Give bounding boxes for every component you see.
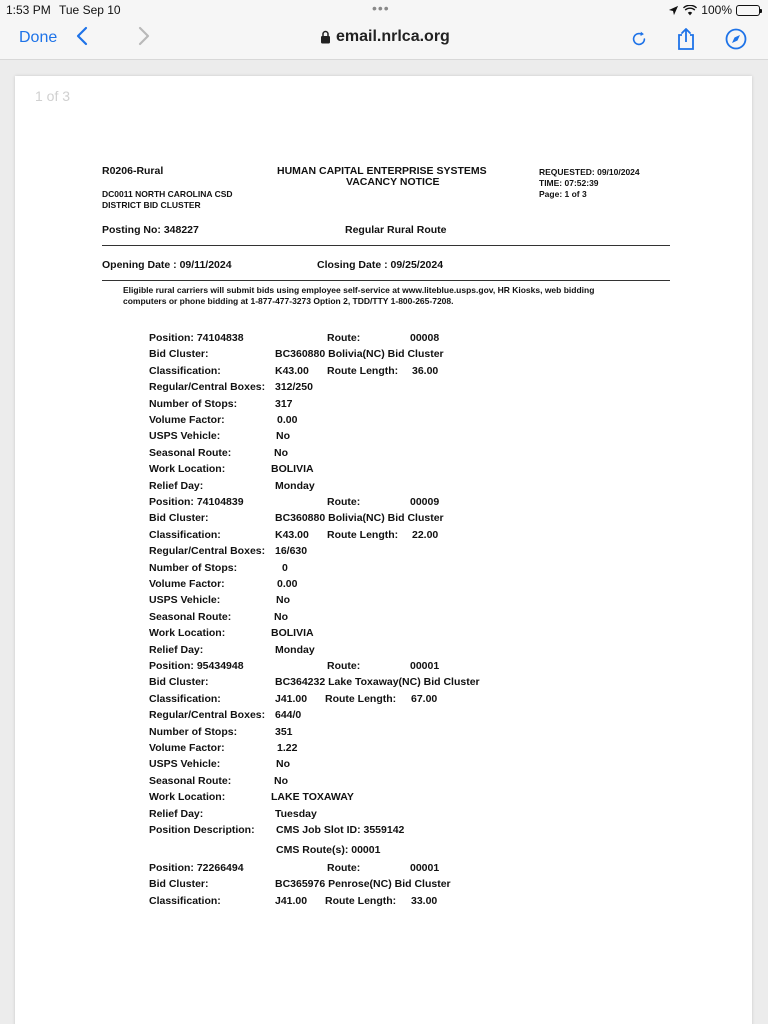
position-record <box>149 496 569 660</box>
boxes-value: 312/250 <box>275 381 313 394</box>
work-location-label: Work Location: <box>149 463 226 476</box>
vehicle-value: No <box>276 430 290 443</box>
stops-label: Number of Stops: <box>149 397 238 410</box>
location-arrow-icon <box>668 5 679 16</box>
vehicle-label: USPS Vehicle: <box>149 758 221 771</box>
bid-cluster-label: Bid Cluster: <box>149 512 209 525</box>
volume-value: 0.00 <box>277 577 298 590</box>
closing-date: Closing Date : 09/25/2024 <box>317 259 444 271</box>
work-location-label: Work Location: <box>149 791 226 804</box>
position-number: Position: 74104838 <box>149 332 244 344</box>
position-number: Position: 72266494 <box>149 862 244 874</box>
route-length-value: 33.00 <box>411 894 438 907</box>
vehicle-value: No <box>276 758 290 771</box>
volume-label: Volume Factor: <box>149 741 225 754</box>
requested-time: TIME: 07:52:39 <box>539 178 599 188</box>
classification-value: J41.00 <box>275 692 308 705</box>
boxes-label: Regular/Central Boxes: <box>149 545 266 558</box>
route-length-label: Route Length: <box>327 528 399 541</box>
relief-day-label: Relief Day: <box>149 643 204 656</box>
relief-day-value: Monday <box>275 643 315 656</box>
battery-percent: 100% <box>701 3 732 17</box>
notice-title: VACANCY NOTICE <box>346 176 440 188</box>
position-record <box>149 862 569 911</box>
requested-date: REQUESTED: 09/10/2024 <box>539 167 640 177</box>
route-length-label: Route Length: <box>325 692 397 705</box>
bid-cluster-value: BC360880 Bolivia(NC) Bid Cluster <box>275 512 444 525</box>
opening-date: Opening Date : 09/11/2024 <box>102 259 232 271</box>
boxes-label: Regular/Central Boxes: <box>149 381 266 394</box>
page-number: Page: 1 of 3 <box>539 189 587 199</box>
route-number: 00001 <box>410 660 440 672</box>
divider <box>102 280 670 281</box>
bid-cluster-value: BC364232 Lake Toxaway(NC) Bid Cluster <box>275 676 480 689</box>
lock-icon <box>320 30 331 44</box>
bid-cluster-label: Bid Cluster: <box>149 676 209 689</box>
battery-icon <box>736 5 760 16</box>
route-length-label: Route Length: <box>327 364 399 377</box>
boxes-value: 16/630 <box>275 545 308 558</box>
page-indicator: 1 of 3 <box>35 88 71 104</box>
notice-text-line2: computers or phone bidding at 1-877-477-3273 Option 2, TDD/TTY 1-800-265-7208. <box>123 296 454 306</box>
notice-text-line1: Eligible rural carriers will submit bids using employee self-service at www.liteblue.usps.gov, HR Kiosks, web bidding <box>123 285 595 295</box>
route-number: 00009 <box>410 496 440 508</box>
route-length-value: 67.00 <box>411 692 438 705</box>
classification-label: Classification: <box>149 528 221 541</box>
route-length-value: 36.00 <box>412 364 439 377</box>
route-number: 00001 <box>410 862 440 874</box>
status-time: 1:53 PM <box>6 3 51 17</box>
agency-title: HUMAN CAPITAL ENTERPRISE SYSTEMS <box>277 165 487 177</box>
relief-day-label: Relief Day: <box>149 479 204 492</box>
district-name: DC0011 NORTH CAROLINA CSD <box>102 189 233 199</box>
route-label: Route: <box>327 660 361 672</box>
stops-label: Number of Stops: <box>149 725 238 738</box>
seasonal-value: No <box>274 610 288 623</box>
route-type: Regular Rural Route <box>345 224 447 236</box>
status-date: Tue Sep 10 <box>59 3 121 17</box>
posting-number: Posting No: 348227 <box>102 224 199 236</box>
route-label: Route: <box>327 496 361 508</box>
stops-value: 351 <box>275 725 293 738</box>
form-code: R0206-Rural <box>102 165 164 177</box>
seasonal-label: Seasonal Route: <box>149 446 232 459</box>
vehicle-label: USPS Vehicle: <box>149 594 221 607</box>
chevron-right-icon[interactable] <box>138 26 150 50</box>
classification-label: Classification: <box>149 364 221 377</box>
bid-cluster-label: Bid Cluster: <box>149 878 209 891</box>
position-number: Position: 95434948 <box>149 660 244 672</box>
seasonal-value: No <box>274 774 288 787</box>
bid-cluster-value: BC360880 Bolivia(NC) Bid Cluster <box>275 348 444 361</box>
position-description-label: Position Description: <box>149 823 255 836</box>
seasonal-value: No <box>274 446 288 459</box>
vehicle-value: No <box>276 594 290 607</box>
route-length-value: 22.00 <box>412 528 439 541</box>
browser-toolbar <box>0 20 768 60</box>
divider <box>102 245 670 246</box>
classification-label: Classification: <box>149 894 221 907</box>
chevron-left-icon[interactable] <box>76 26 88 50</box>
work-location-value: BOLIVIA <box>271 463 314 476</box>
boxes-label: Regular/Central Boxes: <box>149 709 266 722</box>
position-description-value: CMS Job Slot ID: 3559142 <box>276 823 405 836</box>
relief-day-value: Tuesday <box>275 807 317 820</box>
url-text: email.nrlca.org <box>336 28 450 45</box>
stops-value: 0 <box>282 561 288 574</box>
classification-value: K43.00 <box>275 364 309 377</box>
volume-value: 0.00 <box>277 413 298 426</box>
stops-value: 317 <box>275 397 293 410</box>
route-length-label: Route Length: <box>325 894 397 907</box>
position-record <box>149 660 569 862</box>
share-icon[interactable] <box>673 26 699 52</box>
route-number: 00008 <box>410 332 440 344</box>
done-button[interactable]: Done <box>19 29 58 46</box>
volume-label: Volume Factor: <box>149 413 225 426</box>
relief-day-value: Monday <box>275 479 315 492</box>
work-location-label: Work Location: <box>149 627 226 640</box>
route-label: Route: <box>327 332 361 344</box>
reload-icon[interactable] <box>626 26 652 52</box>
cms-routes: CMS Route(s): 00001 <box>276 844 381 857</box>
position-number: Position: 74104839 <box>149 496 244 508</box>
bid-cluster-label: Bid Cluster: <box>149 348 209 361</box>
wifi-icon <box>683 5 697 16</box>
classification-label: Classification: <box>149 692 221 705</box>
classification-value: J41.00 <box>275 894 308 907</box>
position-record <box>149 332 569 496</box>
seasonal-label: Seasonal Route: <box>149 774 232 787</box>
relief-day-label: Relief Day: <box>149 807 204 820</box>
address-bar[interactable] <box>320 28 450 46</box>
route-label: Route: <box>327 862 361 874</box>
district-cluster: DISTRICT BID CLUSTER <box>102 200 201 210</box>
classification-value: K43.00 <box>275 528 309 541</box>
status-bar <box>0 0 768 20</box>
bid-cluster-value: BC365976 Penrose(NC) Bid Cluster <box>275 878 451 891</box>
status-indicators <box>668 3 760 17</box>
boxes-value: 644/0 <box>275 709 302 722</box>
volume-value: 1.22 <box>277 741 298 754</box>
work-location-value: LAKE TOXAWAY <box>271 791 354 804</box>
multitasking-dots-icon[interactable]: ••• <box>372 0 390 16</box>
volume-label: Volume Factor: <box>149 577 225 590</box>
seasonal-label: Seasonal Route: <box>149 610 232 623</box>
compass-icon[interactable] <box>723 26 749 52</box>
work-location-value: BOLIVIA <box>271 627 314 640</box>
stops-label: Number of Stops: <box>149 561 238 574</box>
vehicle-label: USPS Vehicle: <box>149 430 221 443</box>
